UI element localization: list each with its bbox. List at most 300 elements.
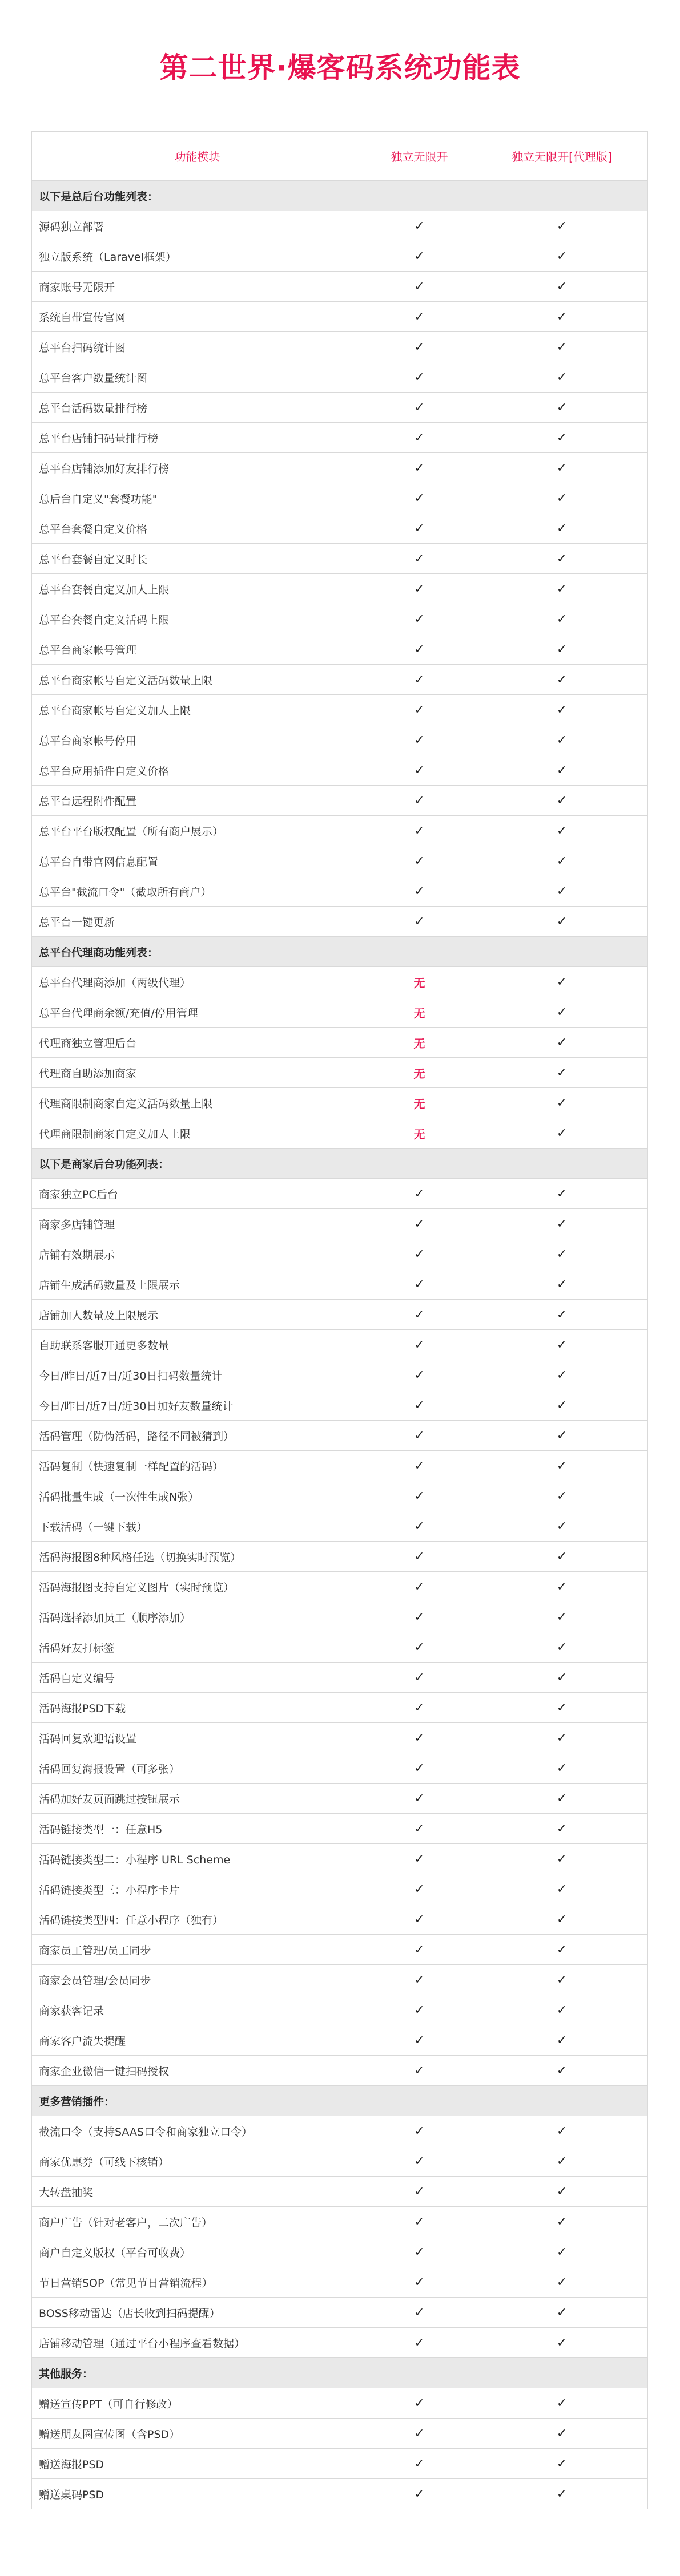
check-icon: ✓: [476, 1784, 648, 1814]
table-row: [32, 1874, 648, 1904]
feature-name: 今日/昨日/近7日/近30日扫码数量统计: [32, 1360, 363, 1390]
check-icon: ✓: [476, 302, 648, 332]
check-icon: ✓: [476, 1088, 648, 1118]
check-icon: ✓: [476, 1058, 648, 1088]
table-row: [32, 574, 648, 604]
table-row: [32, 665, 648, 695]
check-icon: ✓: [476, 2449, 648, 2479]
table-row: [32, 423, 648, 453]
feature-name: 总平台店铺扫码量排行榜: [32, 423, 363, 453]
check-icon: ✓: [363, 2419, 476, 2449]
check-icon: ✓: [476, 634, 648, 665]
check-icon: ✓: [476, 967, 648, 997]
feature-name: 商家企业微信一键扫码授权: [32, 2056, 363, 2086]
table-row: [32, 2237, 648, 2267]
unavailable-mark: 无: [363, 1088, 476, 1118]
table-row: [32, 755, 648, 786]
check-icon: ✓: [476, 574, 648, 604]
check-icon: ✓: [363, 1239, 476, 1269]
check-icon: ✓: [363, 1300, 476, 1330]
feature-name: 店铺有效期展示: [32, 1239, 363, 1269]
feature-name: 总平台套餐自定义加人上限: [32, 574, 363, 604]
feature-name: 代理商限制商家自定义加人上限: [32, 1118, 363, 1149]
check-icon: ✓: [476, 604, 648, 634]
feature-name: 活码链接类型四：任意小程序（独有）: [32, 1904, 363, 1935]
check-icon: ✓: [476, 483, 648, 513]
table-row: [32, 513, 648, 544]
feature-name: 活码管理（防伪活码，路径不同被猜到）: [32, 1421, 363, 1451]
check-icon: ✓: [476, 2388, 648, 2419]
check-icon: ✓: [363, 2449, 476, 2479]
check-icon: ✓: [476, 1753, 648, 1784]
unavailable-mark: 无: [363, 1058, 476, 1088]
check-icon: ✓: [363, 483, 476, 513]
check-icon: ✓: [363, 876, 476, 907]
check-icon: ✓: [476, 1693, 648, 1723]
table-row: [32, 1300, 648, 1330]
check-icon: ✓: [363, 2146, 476, 2177]
unavailable-mark: 无: [363, 997, 476, 1028]
feature-table: [31, 131, 648, 2509]
feature-name: 总平台活码数量排行榜: [32, 393, 363, 423]
check-icon: ✓: [363, 1844, 476, 1874]
check-icon: ✓: [363, 634, 476, 665]
check-icon: ✓: [363, 2328, 476, 2358]
feature-name: 源码独立部署: [32, 211, 363, 241]
check-icon: ✓: [363, 272, 476, 302]
check-icon: ✓: [476, 1300, 648, 1330]
check-icon: ✓: [476, 1481, 648, 1511]
check-icon: ✓: [476, 2237, 648, 2267]
table-row: [32, 332, 648, 362]
table-row: [32, 1058, 648, 1088]
table-row: [32, 2328, 648, 2358]
feature-name: 总平台商家帐号停用: [32, 725, 363, 755]
feature-name: 活码选择添加员工（顺序添加）: [32, 1602, 363, 1632]
unavailable-mark: 无: [363, 1028, 476, 1058]
table-row: [32, 2056, 648, 2086]
check-icon: ✓: [476, 393, 648, 423]
table-row: [32, 1421, 648, 1451]
table-row: [32, 1209, 648, 1239]
section-title: 以下是总后台功能列表：: [32, 181, 648, 211]
page-title: 第二世界·爆客码系统功能表: [159, 51, 521, 84]
table-row: [32, 2207, 648, 2237]
check-icon: ✓: [476, 544, 648, 574]
check-icon: ✓: [363, 1179, 476, 1209]
check-icon: ✓: [476, 1421, 648, 1451]
check-icon: ✓: [476, 1663, 648, 1693]
check-icon: ✓: [363, 2025, 476, 2056]
table-row: [32, 362, 648, 393]
check-icon: ✓: [363, 423, 476, 453]
check-icon: ✓: [476, 1602, 648, 1632]
check-icon: ✓: [363, 2237, 476, 2267]
check-icon: ✓: [363, 755, 476, 786]
section-title: 更多营销插件：: [32, 2086, 648, 2116]
check-icon: ✓: [363, 1965, 476, 1995]
feature-name: 活码自定义编号: [32, 1663, 363, 1693]
table-row: [32, 604, 648, 634]
table-row: [32, 2116, 648, 2146]
check-icon: ✓: [476, 2177, 648, 2207]
check-icon: ✓: [476, 846, 648, 876]
feature-name: 总平台代理商余额/充值/停用管理: [32, 997, 363, 1028]
table-row: [32, 1784, 648, 1814]
feature-name: 店铺移动管理（通过平台小程序查看数据）: [32, 2328, 363, 2358]
check-icon: ✓: [363, 2116, 476, 2146]
check-icon: ✓: [476, 1451, 648, 1481]
feature-name: 活码复制（快速复制一样配置的活码）: [32, 1451, 363, 1481]
header-standalone-unlimited-agent: 独立无限开[代理版]: [476, 132, 648, 181]
section-title: 总平台代理商功能列表：: [32, 937, 648, 967]
check-icon: ✓: [476, 816, 648, 846]
unavailable-mark: 无: [363, 1118, 476, 1149]
check-icon: ✓: [476, 1209, 648, 1239]
table-row: [32, 846, 648, 876]
table-row: [32, 241, 648, 272]
check-icon: ✓: [363, 2056, 476, 2086]
table-row: [32, 2419, 648, 2449]
feature-name: 节日营销SOP（常见节日营销流程）: [32, 2267, 363, 2298]
feature-name: 商家多店铺管理: [32, 1209, 363, 1239]
feature-name: 活码回复海报设置（可多张）: [32, 1753, 363, 1784]
table-row: [32, 967, 648, 997]
table-row: [32, 2267, 648, 2298]
table-row: [32, 1663, 648, 1693]
feature-name: 下载活码（一键下载）: [32, 1511, 363, 1542]
check-icon: ✓: [476, 786, 648, 816]
check-icon: ✓: [476, 1269, 648, 1300]
table-row: [32, 1179, 648, 1209]
check-icon: ✓: [476, 1874, 648, 1904]
feature-name: 活码链接类型三：小程序卡片: [32, 1874, 363, 1904]
check-icon: ✓: [363, 1995, 476, 2025]
table-row: [32, 2479, 648, 2509]
section-title: 以下是商家后台功能列表：: [32, 1149, 648, 1179]
feature-name: 独立版系统（Laravel框架）: [32, 241, 363, 272]
check-icon: ✓: [363, 362, 476, 393]
table-row: [32, 1390, 648, 1421]
table-row: [32, 1239, 648, 1269]
table-row: [32, 2025, 648, 2056]
feature-name: 总平台店铺添加好友排行榜: [32, 453, 363, 483]
feature-name: 活码好友打标签: [32, 1632, 363, 1663]
feature-name: 总平台商家帐号自定义加人上限: [32, 695, 363, 725]
table-body: [32, 181, 648, 2509]
check-icon: ✓: [363, 211, 476, 241]
check-icon: ✓: [476, 725, 648, 755]
check-icon: ✓: [476, 2267, 648, 2298]
feature-name: 总平台套餐自定义时长: [32, 544, 363, 574]
check-icon: ✓: [363, 1632, 476, 1663]
check-icon: ✓: [476, 907, 648, 937]
feature-name: 总平台自带官网信息配置: [32, 846, 363, 876]
table-row: [32, 544, 648, 574]
feature-name: 店铺生成活码数量及上限展示: [32, 1269, 363, 1300]
check-icon: ✓: [363, 907, 476, 937]
check-icon: ✓: [363, 665, 476, 695]
check-icon: ✓: [363, 1814, 476, 1844]
unavailable-mark: 无: [363, 967, 476, 997]
check-icon: ✓: [476, 2056, 648, 2086]
table-row: [32, 1904, 648, 1935]
feature-name: 总平台一键更新: [32, 907, 363, 937]
check-icon: ✓: [363, 695, 476, 725]
table-row: [32, 634, 648, 665]
check-icon: ✓: [476, 362, 648, 393]
table-row: [32, 1995, 648, 2025]
check-icon: ✓: [363, 725, 476, 755]
check-icon: ✓: [363, 1935, 476, 1965]
check-icon: ✓: [476, 1511, 648, 1542]
check-icon: ✓: [363, 1542, 476, 1572]
check-icon: ✓: [363, 604, 476, 634]
feature-name: 总后台自定义"套餐功能": [32, 483, 363, 513]
table-row: [32, 2449, 648, 2479]
feature-name: 总平台商家帐号管理: [32, 634, 363, 665]
feature-name: 商户自定义版权（平台可收费）: [32, 2237, 363, 2267]
check-icon: ✓: [476, 1814, 648, 1844]
check-icon: ✓: [476, 423, 648, 453]
feature-name: 活码加好友页面跳过按钮展示: [32, 1784, 363, 1814]
check-icon: ✓: [476, 1360, 648, 1390]
section-title: 其他服务：: [32, 2358, 648, 2388]
section-header-row: [32, 2086, 648, 2116]
table-row: [32, 211, 648, 241]
table-row: [32, 1602, 648, 1632]
table-row: [32, 1632, 648, 1663]
check-icon: ✓: [476, 2298, 648, 2328]
feature-name: 店铺加人数量及上限展示: [32, 1300, 363, 1330]
check-icon: ✓: [363, 1723, 476, 1753]
check-icon: ✓: [476, 211, 648, 241]
table-row: [32, 2146, 648, 2177]
table-row: [32, 997, 648, 1028]
check-icon: ✓: [363, 2267, 476, 2298]
section-header-row: [32, 937, 648, 967]
check-icon: ✓: [363, 2177, 476, 2207]
check-icon: ✓: [363, 2479, 476, 2509]
table-row: [32, 1451, 648, 1481]
check-icon: ✓: [363, 1360, 476, 1390]
check-icon: ✓: [476, 1723, 648, 1753]
section-header-row: [32, 2358, 648, 2388]
feature-name: 总平台套餐自定义价格: [32, 513, 363, 544]
table-row: [32, 1330, 648, 1360]
feature-name: 总平台商家帐号自定义活码数量上限: [32, 665, 363, 695]
check-icon: ✓: [476, 513, 648, 544]
feature-name: 赠送宣传PPT（可自行修改）: [32, 2388, 363, 2419]
check-icon: ✓: [363, 786, 476, 816]
check-icon: ✓: [363, 1330, 476, 1360]
feature-name: 总平台"截流口令"（截取所有商户）: [32, 876, 363, 907]
table-header-row: [32, 132, 648, 181]
check-icon: ✓: [363, 2388, 476, 2419]
table-row: [32, 1965, 648, 1995]
check-icon: ✓: [363, 1602, 476, 1632]
feature-name: 商家独立PC后台: [32, 1179, 363, 1209]
check-icon: ✓: [476, 332, 648, 362]
check-icon: ✓: [476, 755, 648, 786]
table-row: [32, 483, 648, 513]
section-header-row: [32, 1149, 648, 1179]
table-row: [32, 876, 648, 907]
feature-name: 活码批量生成（一次性生成N张）: [32, 1481, 363, 1511]
table-row: [32, 1360, 648, 1390]
feature-name: 活码回复欢迎语设置: [32, 1723, 363, 1753]
feature-name: 活码海报PSD下载: [32, 1693, 363, 1723]
table-row: [32, 1028, 648, 1058]
feature-name: 系统自带宣传官网: [32, 302, 363, 332]
feature-name: 截流口令（支持SAAS口令和商家独立口令）: [32, 2116, 363, 2146]
check-icon: ✓: [476, 1390, 648, 1421]
check-icon: ✓: [476, 1118, 648, 1149]
check-icon: ✓: [363, 544, 476, 574]
feature-name: 商家获客记录: [32, 1995, 363, 2025]
table-row: [32, 725, 648, 755]
check-icon: ✓: [476, 1542, 648, 1572]
table-row: [32, 393, 648, 423]
feature-name: 赠送海报PSD: [32, 2449, 363, 2479]
check-icon: ✓: [476, 2207, 648, 2237]
feature-name: 自助联系客服开通更多数量: [32, 1330, 363, 1360]
check-icon: ✓: [476, 1330, 648, 1360]
feature-name: BOSS移动雷达（店长收到扫码提醒）: [32, 2298, 363, 2328]
table-row: [32, 1935, 648, 1965]
check-icon: ✓: [363, 1390, 476, 1421]
feature-name: 总平台套餐自定义活码上限: [32, 604, 363, 634]
table-row: [32, 1481, 648, 1511]
feature-name: 总平台客户数量统计图: [32, 362, 363, 393]
check-icon: ✓: [476, 876, 648, 907]
check-icon: ✓: [363, 816, 476, 846]
feature-name: 商家客户流失提醒: [32, 2025, 363, 2056]
feature-name: 商家账号无限开: [32, 272, 363, 302]
check-icon: ✓: [476, 2479, 648, 2509]
check-icon: ✓: [476, 2146, 648, 2177]
check-icon: ✓: [363, 453, 476, 483]
check-icon: ✓: [363, 513, 476, 544]
check-icon: ✓: [476, 2419, 648, 2449]
check-icon: ✓: [363, 1904, 476, 1935]
feature-name: 商家会员管理/会员同步: [32, 1965, 363, 1995]
check-icon: ✓: [476, 1632, 648, 1663]
table-row: [32, 272, 648, 302]
check-icon: ✓: [363, 1481, 476, 1511]
feature-name: 活码链接类型一：任意H5: [32, 1814, 363, 1844]
feature-name: 赠送桌码PSD: [32, 2479, 363, 2509]
table-row: [32, 1753, 648, 1784]
check-icon: ✓: [476, 1028, 648, 1058]
table-row: [32, 816, 648, 846]
check-icon: ✓: [363, 302, 476, 332]
table-row: [32, 2177, 648, 2207]
check-icon: ✓: [363, 1511, 476, 1542]
header-feature-module: 功能模块: [32, 132, 363, 181]
feature-name: 总平台扫码统计图: [32, 332, 363, 362]
table-row: [32, 786, 648, 816]
check-icon: ✓: [363, 1269, 476, 1300]
check-icon: ✓: [476, 997, 648, 1028]
check-icon: ✓: [363, 1209, 476, 1239]
table-row: [32, 453, 648, 483]
feature-name: 代理商限制商家自定义活码数量上限: [32, 1088, 363, 1118]
table-row: [32, 1572, 648, 1602]
feature-name: 活码链接类型二：小程序 URL Scheme: [32, 1844, 363, 1874]
feature-name: 总平台远程附件配置: [32, 786, 363, 816]
feature-name: 商家员工管理/员工同步: [32, 1935, 363, 1965]
check-icon: ✓: [476, 241, 648, 272]
check-icon: ✓: [476, 1995, 648, 2025]
check-icon: ✓: [476, 695, 648, 725]
feature-name: 代理商独立管理后台: [32, 1028, 363, 1058]
feature-name: 总平台应用插件自定义价格: [32, 755, 363, 786]
check-icon: ✓: [363, 1784, 476, 1814]
check-icon: ✓: [363, 1874, 476, 1904]
table-row: [32, 1542, 648, 1572]
check-icon: ✓: [363, 1451, 476, 1481]
check-icon: ✓: [476, 1239, 648, 1269]
check-icon: ✓: [363, 846, 476, 876]
check-icon: ✓: [476, 453, 648, 483]
table-row: [32, 2298, 648, 2328]
check-icon: ✓: [476, 1965, 648, 1995]
feature-name: 总平台平台版权配置（所有商户展示）: [32, 816, 363, 846]
check-icon: ✓: [363, 1693, 476, 1723]
table-row: [32, 907, 648, 937]
feature-name: 赠送朋友圈宣传图（含PSD）: [32, 2419, 363, 2449]
table-row: [32, 2388, 648, 2419]
check-icon: ✓: [363, 332, 476, 362]
check-icon: ✓: [363, 393, 476, 423]
feature-name: 今日/昨日/近7日/近30日加好友数量统计: [32, 1390, 363, 1421]
feature-name: 大转盘抽奖: [32, 2177, 363, 2207]
check-icon: ✓: [363, 241, 476, 272]
check-icon: ✓: [476, 1844, 648, 1874]
check-icon: ✓: [363, 1753, 476, 1784]
check-icon: ✓: [363, 1421, 476, 1451]
check-icon: ✓: [476, 1935, 648, 1965]
table-row: [32, 1088, 648, 1118]
check-icon: ✓: [476, 1572, 648, 1602]
section-header-row: [32, 181, 648, 211]
check-icon: ✓: [363, 1663, 476, 1693]
check-icon: ✓: [476, 1179, 648, 1209]
feature-name: 活码海报图支持自定义图片（实时预览）: [32, 1572, 363, 1602]
check-icon: ✓: [476, 2025, 648, 2056]
check-icon: ✓: [476, 1904, 648, 1935]
feature-name: 总平台代理商添加（两级代理）: [32, 967, 363, 997]
table-row: [32, 1693, 648, 1723]
table-row: [32, 302, 648, 332]
check-icon: ✓: [363, 2207, 476, 2237]
feature-name: 活码海报图8种风格任选（切换实时预览）: [32, 1542, 363, 1572]
check-icon: ✓: [476, 2328, 648, 2358]
check-icon: ✓: [363, 1572, 476, 1602]
check-icon: ✓: [363, 2298, 476, 2328]
check-icon: ✓: [476, 272, 648, 302]
table-row: [32, 1723, 648, 1753]
feature-name: 商户广告（针对老客户，二次广告）: [32, 2207, 363, 2237]
check-icon: ✓: [476, 665, 648, 695]
header-standalone-unlimited: 独立无限开: [363, 132, 476, 181]
table-row: [32, 1511, 648, 1542]
feature-name: 代理商自助添加商家: [32, 1058, 363, 1088]
table-row: [32, 1269, 648, 1300]
table-row: [32, 1844, 648, 1874]
feature-name: 商家优惠券（可线下核销）: [32, 2146, 363, 2177]
